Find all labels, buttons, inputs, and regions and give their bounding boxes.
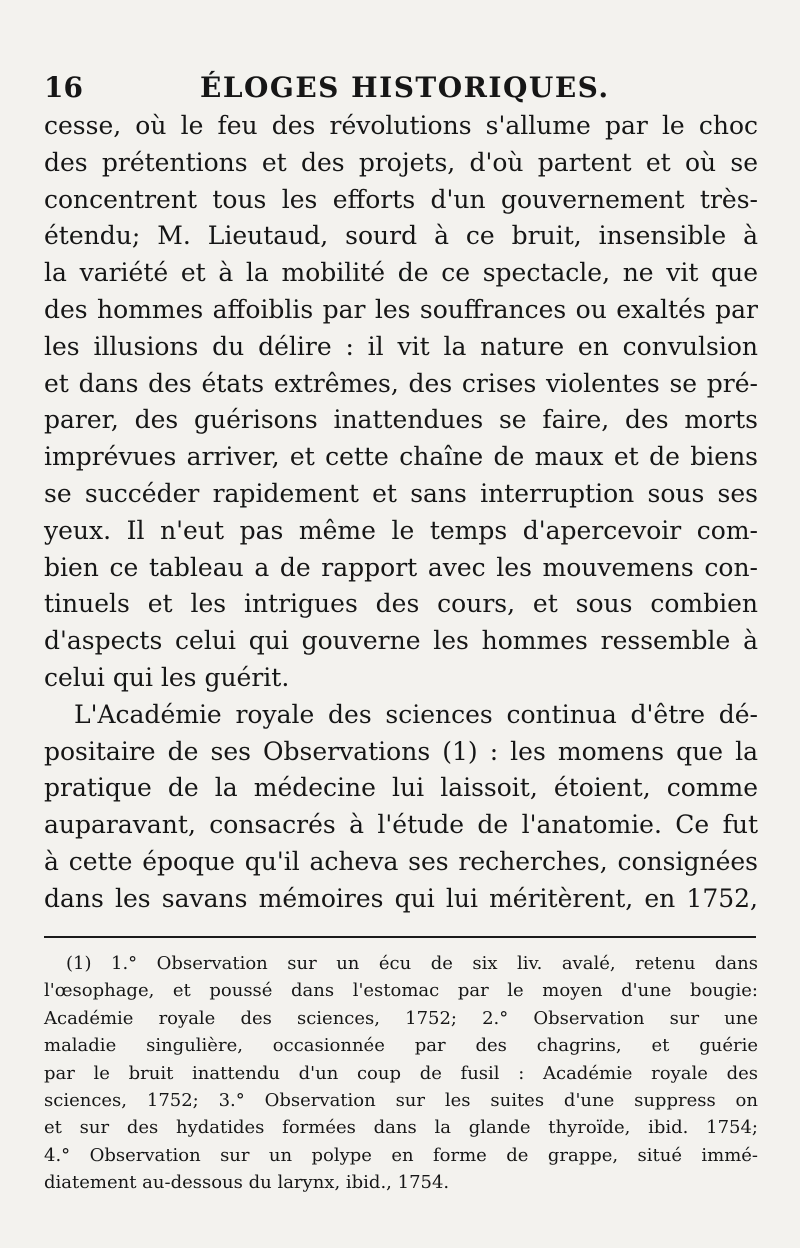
body-line: les illusions du délire : il vit la nature en convulsion (44, 331, 758, 361)
footnote-line: Académie royale des sciences, 1752; 2.° Observation sur une (44, 1007, 758, 1029)
footnote-line: (1) 1.° Observation sur un écu de six liv. avalé, retenu dans (66, 953, 758, 974)
body-line: auparavant, consacrés à l'étude de l'anatomie. Ce fut (44, 810, 758, 840)
body-line: celui qui les guérit. (44, 662, 290, 692)
footnote-line: l'œsophage, et poussé dans l'estomac par le moyen d'une bougie: (44, 980, 758, 1002)
body-line: yeux. Il n'eut pas même le temps d'apercevoir com- (44, 515, 758, 545)
footnote-line: diatement au-dessous du larynx, ibid., 1754. (44, 1172, 450, 1194)
body-line: bien ce tableau a de rapport avec les mouvemens con- (44, 552, 758, 582)
footnote-line: par le bruit inattendu d'un coup de fusil : Académie royale des (44, 1062, 758, 1084)
body-line: positaire de ses Observations (1) : les momens que la (44, 736, 758, 766)
body-line: et dans des états extrêmes, des crises violentes se pré- (44, 368, 758, 398)
running-title: ÉLOGES HISTORIQUES. (200, 71, 610, 104)
body-line: des hommes affoiblis par les souffrances ou exaltés par (44, 294, 758, 324)
footnotes (44, 950, 758, 1197)
body-text (44, 108, 758, 918)
body-line: des prétentions et des projets, d'où partent et où se (44, 147, 758, 177)
page-header (44, 70, 764, 110)
body-line: à cette époque qu'il acheva ses recherches, consignées (44, 846, 758, 876)
footnote-line: sciences, 1752; 3.° Observation sur les suites d'une suppress on (44, 1089, 758, 1111)
body-line: d'aspects celui qui gouverne les hommes ressemble à (44, 626, 758, 656)
footnote-line: et sur des hydatides formées dans la glande thyroïde, ibid. 1754; (44, 1117, 758, 1139)
body-line: tinuels et les intrigues des cours, et sous combien (44, 589, 758, 619)
body-line: concentrent tous les efforts d'un gouvernement très- (44, 184, 758, 214)
body-line: parer, des guérisons inattendues se faire, des morts (44, 405, 758, 435)
body-line: pratique de la médecine lui laissoit, étoient, comme (44, 773, 758, 803)
page-number: 16 (44, 71, 83, 104)
footnote-line: 4.° Observation sur un polype en forme de grappe, situé immé- (44, 1144, 758, 1166)
footnote-rule (44, 936, 756, 938)
body-line: cesse, où le feu des révolutions s'allume par le choc (44, 111, 758, 140)
body-line: dans les savans mémoires qui lui méritèrent, en 1752, (44, 883, 758, 913)
body-line: L'Académie royale des sciences continua d'être dé- (74, 699, 758, 729)
body-line: imprévues arriver, et cette chaîne de maux et de biens (44, 442, 758, 472)
body-line: se succéder rapidement et sans interruption sous ses (44, 478, 758, 508)
body-line: la variété et à la mobilité de ce spectacle, ne vit que (44, 258, 758, 288)
footnote-line: maladie singulière, occasionnée par des chagrins, et guérie (44, 1035, 758, 1057)
body-line: étendu; M. Lieutaud, sourd à ce bruit, insensible à (44, 221, 758, 251)
